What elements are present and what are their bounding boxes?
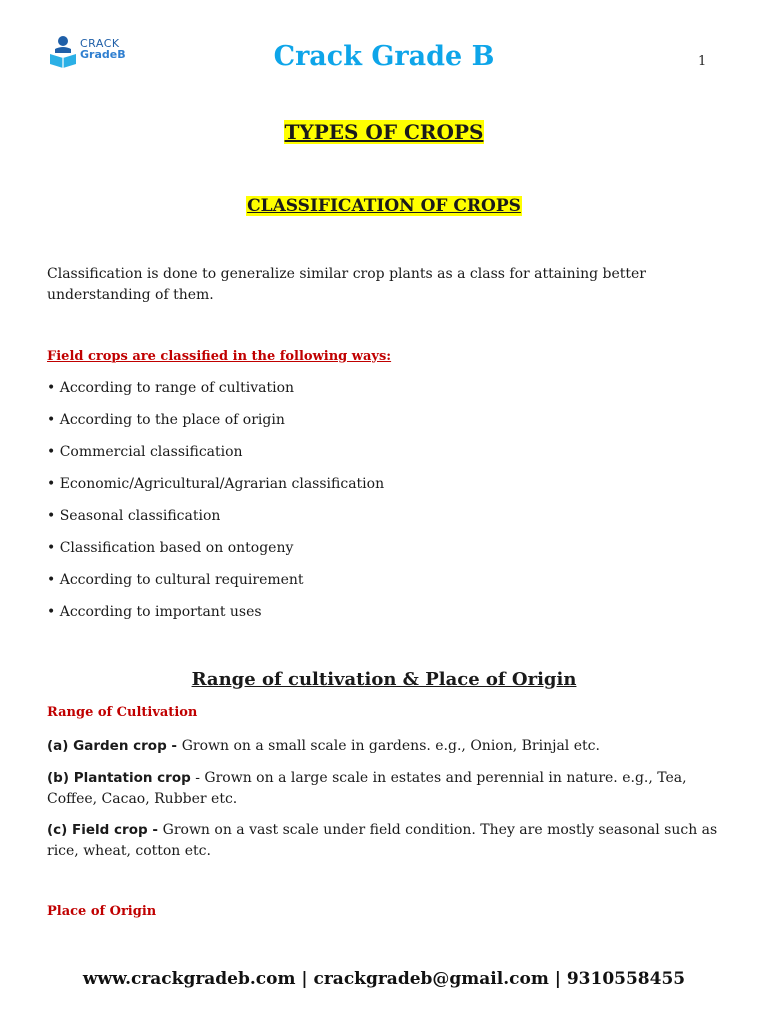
logo-line-1: CRACK (80, 37, 120, 50)
page-header (0, 30, 768, 90)
list-item: • Commercial classification (47, 444, 243, 460)
item-text: - Grown on a large scale in estates and perennial in nature. e.g., Tea, Coffee, Cacao, Rubber etc. (47, 770, 687, 807)
range-of-cultivation-heading: Range of Cultivation (47, 705, 198, 720)
place-of-origin-heading: Place of Origin (47, 904, 157, 919)
list-item: • Seasonal classification (47, 508, 221, 524)
list-item: • According to cultural requirement (47, 572, 304, 588)
item-label: (b) Plantation crop (47, 770, 191, 786)
list-item: • According to range of cultivation (47, 380, 295, 396)
list-item: • According to important uses (47, 604, 262, 620)
page-subtitle (0, 194, 768, 218)
section-heading: Range of cultivation & Place of Origin (191, 669, 577, 690)
item-text: Grown on a vast scale under field condition. They are mostly seasonal such as rice, wheat, cotton etc. (47, 822, 718, 859)
plantation-crop-item (47, 768, 727, 810)
page-footer: www.crackgradeb.com | crackgradeb@gmail.com | 9310558455 (82, 969, 686, 989)
item-text: Grown on a small scale in gardens. e.g., Onion, Brinjal etc. (181, 738, 600, 754)
page-number: 1 (698, 54, 707, 69)
logo-line-2: GradeB (80, 48, 126, 61)
page-subtitle-text: CLASSIFICATION OF CROPS (247, 196, 521, 216)
field-crops-heading: Field crops are classified in the following ways: (47, 349, 392, 364)
intro-paragraph: Classification is done to generalize similar crop plants as a class for attaining better understanding of them. (47, 266, 646, 303)
list-item: • Classification based on ontogeny (47, 540, 294, 556)
field-crop-item (47, 820, 727, 862)
list-item: • Economic/Agricultural/Agrarian classification (47, 476, 385, 492)
page-title-text: TYPES OF CROPS (284, 120, 484, 144)
item-label: (c) Field crop - (47, 822, 163, 838)
list-item: • According to the place of origin (47, 412, 285, 428)
garden-crop-item (47, 736, 727, 757)
page-title (0, 118, 768, 146)
classification-list (47, 378, 384, 634)
site-title: Crack Grade B (273, 41, 495, 72)
item-label: (a) Garden crop - (47, 738, 182, 754)
